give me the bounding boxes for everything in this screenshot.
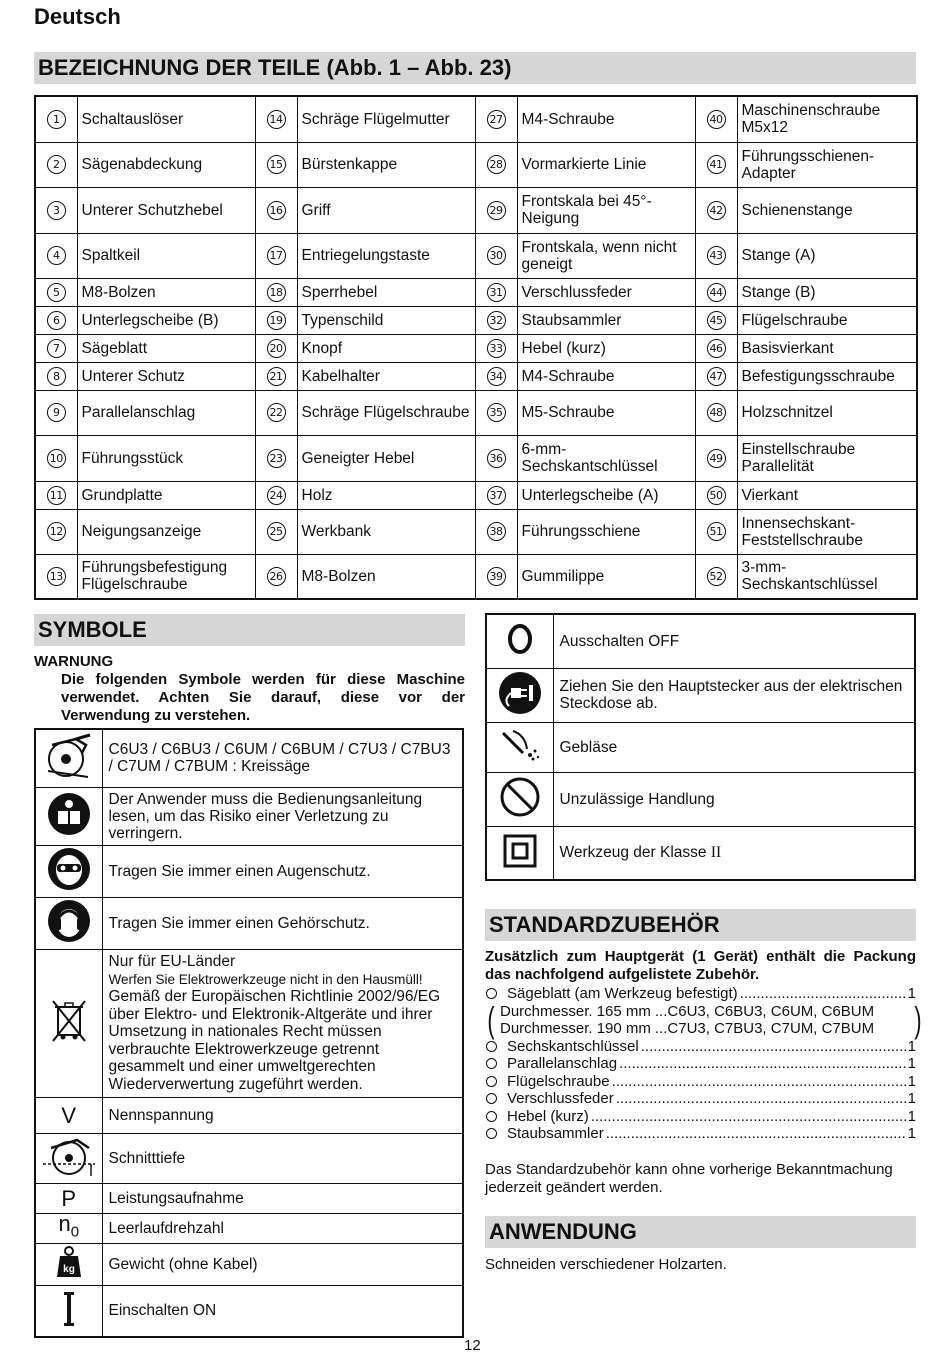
part-name: Einstellschraube Parallelität: [737, 435, 917, 481]
cut-depth-icon: [35, 1133, 102, 1183]
part-name: Führungsstück: [77, 435, 255, 481]
symbol-row: [35, 845, 463, 897]
part-name: Kabelhalter: [297, 362, 475, 390]
part-number: 26: [255, 554, 297, 599]
part-name: Frontskala, wenn nicht geneigt: [517, 233, 695, 278]
symbol-row: [35, 787, 463, 845]
part-number: 29: [475, 187, 517, 233]
list-item: Sechskantschlüssel ..... 1: [485, 1038, 916, 1056]
part-name: 6-mm-Sechskantschlüssel: [517, 435, 695, 481]
list-item: Durchmesser. 190 mm ...C7U3, C7BU3, C7UM, C7BUM: [500, 1020, 875, 1037]
part-number: 20: [255, 334, 297, 362]
part-name: Flügelschraube: [737, 306, 917, 334]
part-number: 30: [475, 233, 517, 278]
warning-label: WARNUNG: [34, 653, 114, 670]
part-number: 24: [255, 481, 297, 509]
symbol-row: [486, 722, 915, 772]
part-number: 11: [35, 481, 77, 509]
part-number: 8: [35, 362, 77, 390]
part-name: M4-Schraube: [517, 96, 695, 142]
weee-directive-text: Gemäß der Europäischen Richtlinie 2002/96/EG über Elektro- und Elektronik-Altgeräte und ihrer Umsetzung in nationales Recht müssen verbrauchte Elektrowerkzeuge getrennt gesammelt und einer umweltgerechten Wiederverwertung zugeführt werden.: [108, 988, 441, 1093]
part-number: 7: [35, 334, 77, 362]
symbol-text: Unzulässige Handlung: [553, 772, 915, 826]
part-name: Vierkant: [737, 481, 917, 509]
warning-text: Die folgenden Symbole werden für diese Maschine verwendet. Achten Sie darauf, diese vor der Verwendung zu verstehen.: [61, 671, 465, 724]
part-number: 34: [475, 362, 517, 390]
part-name: M5-Schraube: [517, 390, 695, 435]
part-number: 31: [475, 278, 517, 306]
part-name: Befestigungsschraube: [737, 362, 917, 390]
symbol-row: [35, 1243, 463, 1285]
parts-row: [35, 509, 917, 554]
symbol-row: [486, 668, 915, 722]
accessories-intro: Zusätzlich zum Hauptgerät (1 Gerät) enthält die Packung das nachfolgend aufgelistete Zubehör.: [485, 948, 916, 983]
list-item: Verschlussfeder ..... 1: [485, 1090, 916, 1108]
parts-row: [35, 96, 917, 142]
symbol-table-left: [34, 728, 464, 1338]
part-number: 21: [255, 362, 297, 390]
part-number: 19: [255, 306, 297, 334]
symbol-text: Nennspannung: [102, 1097, 463, 1133]
part-number: 13: [35, 554, 77, 599]
part-name: Führungsbefestigung Flügelschraube: [77, 554, 255, 599]
symbol-row: [35, 897, 463, 949]
read-manual-icon: [35, 787, 102, 845]
part-number: 41: [695, 142, 737, 187]
symbol-text: Werkzeug der Klasse II: [553, 826, 915, 880]
parts-row: [35, 278, 917, 306]
no-household-waste-text: Werfen Sie Elektrowerkzeuge nicht in den Hausmüll!: [108, 971, 423, 987]
part-name: Neigungsanzeige: [77, 509, 255, 554]
part-number: 10: [35, 435, 77, 481]
part-name: Sägenabdeckung: [77, 142, 255, 187]
parts-row: [35, 362, 917, 390]
accessories-list: [485, 985, 922, 1143]
voltage-symbol: V: [35, 1097, 102, 1133]
parts-row: [35, 142, 917, 187]
part-number: 46: [695, 334, 737, 362]
part-number: 18: [255, 278, 297, 306]
part-name: Sperrhebel: [297, 278, 475, 306]
part-name: Verschlussfeder: [517, 278, 695, 306]
symbol-row: [486, 772, 915, 826]
symbol-text: Tragen Sie immer einen Gehörschutz.: [102, 897, 463, 949]
parts-row: [35, 435, 917, 481]
parts-row: [35, 390, 917, 435]
symbol-text: C6U3 / C6BU3 / C6UM / C6BUM / C7U3 / C7BU3 / C7UM / C7BUM : Kreissäge: [102, 729, 463, 787]
symbols-heading: SYMBOLE: [34, 614, 465, 646]
accessories-note: Das Standardzubehör kann ohne vorherige Bekanntmachung jederzeit geändert werden.: [485, 1161, 893, 1196]
part-number: 23: [255, 435, 297, 481]
part-name: Führungsschiene: [517, 509, 695, 554]
part-name: 3-mm-Sechskantschlüssel: [737, 554, 917, 599]
part-name: Basisvierkant: [737, 334, 917, 362]
circular-saw-icon: [35, 729, 102, 787]
part-number: 44: [695, 278, 737, 306]
part-name: Bürstenkappe: [297, 142, 475, 187]
part-name: M4-Schraube: [517, 362, 695, 390]
list-item: Staubsammler ..... 1: [485, 1125, 916, 1143]
symbol-row: [35, 1097, 463, 1133]
part-number: 9: [35, 390, 77, 435]
part-number: 14: [255, 96, 297, 142]
switch-on-icon: [35, 1285, 102, 1337]
part-name: Unterlegscheibe (A): [517, 481, 695, 509]
part-number: 16: [255, 187, 297, 233]
parts-row: [35, 554, 917, 599]
symbol-row: [35, 1285, 463, 1337]
part-name: Griff: [297, 187, 475, 233]
prohibited-icon: [486, 772, 553, 826]
part-name: Holz: [297, 481, 475, 509]
part-name: Spaltkeil: [77, 233, 255, 278]
part-name: Schräge Flügelschraube: [297, 390, 475, 435]
page-number: 12: [464, 1337, 481, 1354]
part-number: 6: [35, 306, 77, 334]
part-number: 25: [255, 509, 297, 554]
part-name: Sägeblatt: [77, 334, 255, 362]
part-number: 17: [255, 233, 297, 278]
part-number: 47: [695, 362, 737, 390]
blade-size-list: ( Durchmesser. 165 mm ...C6U3, C6BU3, C6UM, C6BUM Durchmesser. 190 mm ...C7U3, C7BU3, C7UM, C7BUM ): [487, 998, 922, 1040]
list-item: Parallelanschlag ..... 1: [485, 1055, 916, 1073]
symbol-text: Ziehen Sie den Hauptstecker aus der elektrischen Steckdose ab.: [553, 668, 915, 722]
part-name: Stange (A): [737, 233, 917, 278]
part-name: Unterlegscheibe (B): [77, 306, 255, 334]
list-item: Hebel (kurz) ..... 1: [485, 1108, 916, 1126]
symbol-row: [486, 614, 915, 668]
part-number: 37: [475, 481, 517, 509]
part-number: 15: [255, 142, 297, 187]
parts-row: [35, 306, 917, 334]
part-name: Werkbank: [297, 509, 475, 554]
part-number: 35: [475, 390, 517, 435]
eu-only-text: Nur für EU-Länder: [108, 953, 236, 970]
part-name: Maschinenschraube M5x12: [737, 96, 917, 142]
part-name: Innensechskant-Feststellschraube: [737, 509, 917, 554]
parts-row: [35, 233, 917, 278]
part-name: Unterer Schutz: [77, 362, 255, 390]
part-name: Typenschild: [297, 306, 475, 334]
list-item: Flügelschraube ..... 1: [485, 1073, 916, 1091]
svg-text:kg: kg: [62, 1264, 75, 1275]
part-number: 28: [475, 142, 517, 187]
symbol-text: Ausschalten OFF: [553, 614, 915, 668]
part-name: Unterer Schutzhebel: [77, 187, 255, 233]
symbol-row: [35, 1183, 463, 1213]
part-number: 50: [695, 481, 737, 509]
part-name: Frontskala bei 45°-Neigung: [517, 187, 695, 233]
power-symbol: P: [35, 1183, 102, 1213]
parts-row: [35, 334, 917, 362]
part-name: Führungsschienen-Adapter: [737, 142, 917, 187]
symbol-text: Leerlaufdrehzahl: [102, 1213, 463, 1243]
symbol-table-right: [485, 613, 916, 881]
part-number: 22: [255, 390, 297, 435]
part-number: 45: [695, 306, 737, 334]
language-label: Deutsch: [34, 4, 121, 29]
part-number: 38: [475, 509, 517, 554]
part-name: Knopf: [297, 334, 475, 362]
application-heading: ANWENDUNG: [485, 1216, 916, 1248]
part-name: Entriegelungstaste: [297, 233, 475, 278]
part-name: Vormarkierte Linie: [517, 142, 695, 187]
part-number: 12: [35, 509, 77, 554]
symbol-text: Der Anwender muss die Bedienungsanleitung lesen, um das Risiko einer Verletzung zu verringern.: [102, 787, 463, 845]
part-number: 4: [35, 233, 77, 278]
part-name: Stange (B): [737, 278, 917, 306]
bullet-icon: [486, 1041, 497, 1052]
part-name: Staubsammler: [517, 306, 695, 334]
switch-off-icon: [486, 614, 553, 668]
part-name: Geneigter Hebel: [297, 435, 475, 481]
symbol-row: [35, 949, 463, 1097]
parts-table: [34, 95, 918, 600]
part-name: Schaltauslöser: [77, 96, 255, 142]
symbol-row: [35, 1213, 463, 1243]
part-name: Hebel (kurz): [517, 334, 695, 362]
part-number: 33: [475, 334, 517, 362]
bullet-icon: [486, 1111, 497, 1122]
bullet-icon: [486, 1128, 497, 1139]
application-text: Schneiden verschiedener Holzarten.: [485, 1256, 727, 1273]
parts-row: [35, 481, 917, 509]
symbol-text: Schnitttiefe: [102, 1133, 463, 1183]
part-number: 49: [695, 435, 737, 481]
part-name: Schräge Flügelmutter: [297, 96, 475, 142]
part-number: 2: [35, 142, 77, 187]
crossed-bin-icon: [35, 949, 102, 1097]
speed-symbol: $n_0$: [35, 1213, 102, 1243]
symbol-text: Einschalten ON: [102, 1285, 463, 1337]
part-number: 43: [695, 233, 737, 278]
eye-protection-icon: [35, 845, 102, 897]
part-number: 39: [475, 554, 517, 599]
part-name: Parallelanschlag: [77, 390, 255, 435]
part-name: M8-Bolzen: [77, 278, 255, 306]
class-ii-icon: [486, 826, 553, 880]
part-name: Gummilippe: [517, 554, 695, 599]
list-item: Durchmesser. 165 mm ...C6U3, C6BU3, C6UM, C6BUM: [500, 1002, 875, 1020]
parts-row: [35, 187, 917, 233]
blower-icon: [486, 722, 553, 772]
part-number: 3: [35, 187, 77, 233]
list-item: Sägeblatt (am Werkzeug befestigt) ..... 1: [485, 985, 916, 1003]
bullet-icon: [486, 1076, 497, 1087]
part-number: 51: [695, 509, 737, 554]
symbol-text: Tragen Sie immer einen Augenschutz.: [102, 845, 463, 897]
symbol-text: Gewicht (ohne Kabel): [102, 1243, 463, 1285]
part-number: 42: [695, 187, 737, 233]
part-name: Grundplatte: [77, 481, 255, 509]
part-number: 1: [35, 96, 77, 142]
part-number: 36: [475, 435, 517, 481]
part-number: 27: [475, 96, 517, 142]
bullet-icon: [486, 1058, 497, 1069]
accessories-heading: STANDARDZUBEHÖR: [485, 909, 916, 941]
part-number: 40: [695, 96, 737, 142]
part-name: Schienenstange: [737, 187, 917, 233]
unplug-icon: [486, 668, 553, 722]
parts-heading: BEZEICHNUNG DER TEILE (Abb. 1 – Abb. 23): [34, 52, 916, 84]
symbol-row: [486, 826, 915, 880]
part-number: 5: [35, 278, 77, 306]
weight-icon: [35, 1243, 102, 1285]
symbol-text: Gebläse: [553, 722, 915, 772]
part-number: 48: [695, 390, 737, 435]
part-name: Holzschnitzel: [737, 390, 917, 435]
symbol-text: Leistungsaufnahme: [102, 1183, 463, 1213]
bullet-icon: [486, 1093, 497, 1104]
part-number: 52: [695, 554, 737, 599]
symbol-row: [35, 729, 463, 787]
part-number: 32: [475, 306, 517, 334]
symbol-row: [35, 1133, 463, 1183]
part-name: M8-Bolzen: [297, 554, 475, 599]
ear-protection-icon: [35, 897, 102, 949]
